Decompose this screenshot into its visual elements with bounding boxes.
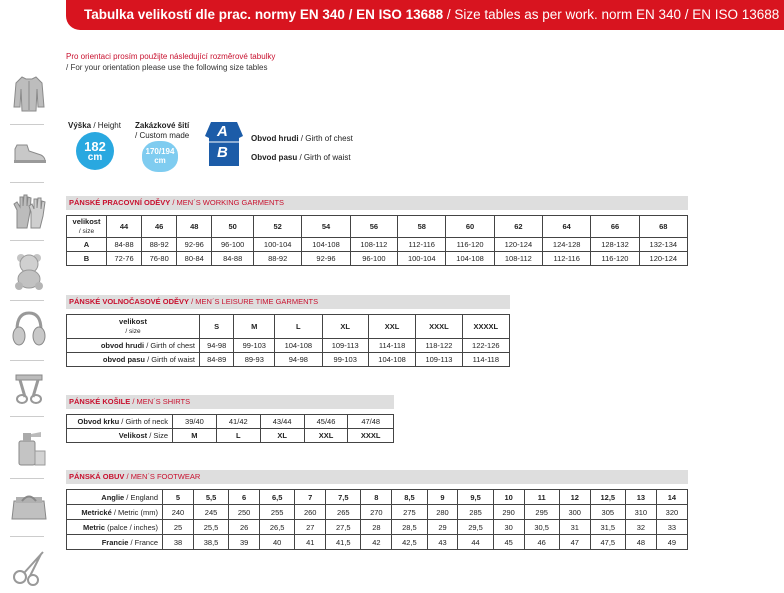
table-cell: 41,5 (326, 535, 361, 550)
neck-size-cell: 43/44 (260, 415, 304, 429)
table-cell: 109-113 (416, 353, 462, 367)
row-label (67, 353, 200, 367)
table-cell: 104-108 (302, 238, 350, 252)
table-cell: 12,5 (590, 490, 625, 505)
table-cell: 84-89 (200, 353, 234, 367)
table-cell: 89-93 (234, 353, 275, 367)
table-cell: 31 (559, 520, 590, 535)
table-row (67, 535, 688, 550)
shirt-size-cell: L (216, 429, 260, 443)
table-cell: 265 (326, 505, 361, 520)
table-cell: 31,5 (590, 520, 625, 535)
shirt-size-cell: XXL (304, 429, 348, 443)
table-cell: 118-122 (416, 339, 462, 353)
table-cell: 260 (295, 505, 326, 520)
cleaning-spray-icon (10, 426, 48, 468)
table-cell: 27,5 (326, 520, 361, 535)
custom-unit: cm (154, 156, 166, 165)
table-cell: 104-108 (368, 353, 415, 367)
shirt-size-cell: XL (260, 429, 304, 443)
table-cell: 84-88 (212, 252, 254, 266)
table-row (67, 415, 394, 429)
size-header: L (275, 315, 322, 339)
table-cell: 43 (427, 535, 458, 550)
table-cell: 240 (163, 505, 194, 520)
leisure-size-table (66, 314, 510, 367)
row-label-cz: obvod pasu (102, 355, 145, 364)
row-label: B (67, 252, 107, 266)
table-cell: 88-92 (142, 238, 177, 252)
waist-legend-en: / Girth of waist (297, 153, 351, 162)
table-cell: 120-124 (494, 238, 542, 252)
divider (10, 240, 44, 241)
leisure-section-title (66, 295, 510, 309)
intro-cz: Pro orientaci prosím použijte následující rozměrové tabulky (66, 52, 276, 61)
table-cell: 28 (361, 520, 392, 535)
table-cell: 38 (163, 535, 194, 550)
row-label (67, 339, 200, 353)
size-header: 48 (177, 216, 212, 238)
chest-legend-cz: Obvod hrudi (251, 134, 299, 143)
table-cell: 104-108 (446, 252, 494, 266)
table-cell: 128-132 (591, 238, 639, 252)
working-title-cz: PÁNSKÉ PRACOVNÍ ODĚVY (69, 198, 171, 207)
table-cell: 39 (229, 535, 260, 550)
divider (10, 300, 44, 301)
size-header: XXXL (416, 315, 462, 339)
table-cell: 8 (361, 490, 392, 505)
custom-label-cz: Zakázkové šití (135, 121, 190, 130)
size-header-sub: / size (78, 228, 95, 235)
table-cell: 84-88 (107, 238, 142, 252)
row-label-cz: Metrické (81, 507, 112, 517)
table-cell: 38,5 (193, 535, 228, 550)
size-header: 52 (254, 216, 302, 238)
custom-badge (142, 141, 178, 172)
table-cell: 47 (559, 535, 590, 550)
table-cell: 255 (260, 505, 295, 520)
chest-legend-en: / Girth of chest (298, 134, 353, 143)
footwear-title-en: / MEN´S FOOTWEAR (124, 472, 201, 481)
size-header: 60 (446, 216, 494, 238)
size-header-label: velikost (72, 217, 101, 226)
table-cell: 305 (590, 505, 625, 520)
table-cell: 7 (295, 490, 326, 505)
size-header: XXXXL (462, 315, 509, 339)
table-cell: 13 (625, 490, 656, 505)
size-header: 54 (302, 216, 350, 238)
table-cell: 108-112 (494, 252, 542, 266)
table-row (67, 520, 688, 535)
height-label-en: / Height (91, 121, 121, 130)
table-cell: 320 (656, 505, 687, 520)
row-label (67, 535, 163, 550)
table-cell: 116-120 (591, 252, 639, 266)
table-cell: 96-100 (212, 238, 254, 252)
intro-text (66, 51, 275, 73)
table-cell: 114-118 (368, 339, 415, 353)
shirts-title-en: / MEN´S SHIRTS (130, 397, 191, 406)
neck-label-cz: Obvod krku (77, 417, 120, 426)
row-label (67, 490, 163, 505)
girth-a-label: A (217, 123, 228, 140)
table-cell: 49 (656, 535, 687, 550)
row-label-en: / Girth of waist (144, 355, 195, 364)
table-cell: 30,5 (524, 520, 559, 535)
table-cell: 26 (229, 520, 260, 535)
scissors-icon (10, 546, 48, 588)
table-cell: 25 (163, 520, 194, 535)
table-cell: 92-96 (177, 238, 212, 252)
size-header: 44 (107, 216, 142, 238)
size-header-label: velikost (119, 317, 147, 326)
table-cell: 30 (493, 520, 524, 535)
table-cell: 120-124 (639, 252, 687, 266)
table-cell: 290 (493, 505, 524, 520)
row-label (67, 505, 163, 520)
shirt-size-cell: XXXL (348, 429, 394, 443)
body-measure-figure (203, 120, 245, 168)
shirt-size-cell: M (173, 429, 217, 443)
row-label-en: / England (124, 492, 158, 502)
divider (10, 478, 44, 479)
divider (10, 416, 44, 417)
bag-icon (10, 486, 48, 528)
table-cell: 26,5 (260, 520, 295, 535)
row-label (67, 520, 163, 535)
table-cell: 99-103 (234, 339, 275, 353)
table-cell: 72-76 (107, 252, 142, 266)
table-cell: 88-92 (254, 252, 302, 266)
size-header: 50 (212, 216, 254, 238)
table-cell: 122-126 (462, 339, 509, 353)
size-header: 58 (398, 216, 446, 238)
leisure-title-en: / MEN´S LEISURE TIME GARMENTS (189, 297, 319, 306)
table-cell: 285 (458, 505, 493, 520)
table-cell: 300 (559, 505, 590, 520)
table-cell: 12 (559, 490, 590, 505)
table-cell: 112-116 (398, 238, 446, 252)
ear-muffs-icon (10, 308, 48, 350)
table-cell: 112-116 (543, 252, 591, 266)
custom-label (135, 121, 189, 141)
chest-legend (251, 134, 353, 144)
neck-size-cell: 39/40 (173, 415, 217, 429)
waist-legend (251, 153, 351, 163)
table-cell: 76-80 (142, 252, 177, 266)
table-cell: 42 (361, 535, 392, 550)
table-cell: 124-128 (543, 238, 591, 252)
table-cell: 14 (656, 490, 687, 505)
size-header: M (234, 315, 275, 339)
divider (10, 182, 44, 183)
size-header: 46 (142, 216, 177, 238)
table-cell: 7,5 (326, 490, 361, 505)
table-cell: 40 (260, 535, 295, 550)
height-label-cz: Výška (68, 121, 92, 130)
gloves-icon (10, 190, 48, 232)
shirt-size-row-label (67, 429, 173, 443)
size-header: S (200, 315, 234, 339)
row-label-en: (palce / inches) (105, 522, 158, 532)
girth-b-label: B (217, 144, 228, 161)
table-cell: 29,5 (458, 520, 493, 535)
row-label-en: / France (128, 537, 158, 547)
header-title-bold: Tabulka velikostí dle prac. normy EN 340 / EN ISO 13688 (84, 7, 444, 22)
table-row (67, 339, 510, 353)
table-cell: 46 (524, 535, 559, 550)
table-cell: 29 (427, 520, 458, 535)
shirts-size-table (66, 414, 394, 443)
row-label-cz: Metric (82, 522, 106, 532)
table-cell: 5,5 (193, 490, 228, 505)
table-cell: 132-134 (639, 238, 687, 252)
footwear-section-title (66, 470, 688, 484)
custom-value: 170/194 (145, 147, 175, 156)
height-unit: cm (87, 151, 103, 163)
working-title-en: / MEN´S WORKING GARMENTS (170, 198, 285, 207)
table-cell: 42,5 (392, 535, 427, 550)
waist-legend-cz: Obvod pasu (251, 153, 298, 162)
working-size-table (66, 215, 688, 266)
table-cell: 270 (361, 505, 392, 520)
table-cell: 295 (524, 505, 559, 520)
table-row (67, 216, 688, 238)
table-cell: 108-112 (350, 238, 397, 252)
shoe-icon (10, 132, 48, 174)
footwear-title-cz: PÁNSKÁ OBUV (69, 472, 125, 481)
working-section-title (66, 196, 688, 210)
row-label-cz: obvod hrudi (100, 341, 145, 350)
row-label-en: / Girth of chest (144, 341, 195, 350)
row-label-en: / Metric (mm) (111, 507, 158, 517)
size-header: 64 (543, 216, 591, 238)
table-row (67, 490, 688, 505)
custom-label-en: / Custom made (135, 131, 190, 140)
table-cell: 275 (392, 505, 427, 520)
harness-icon (10, 366, 48, 408)
table-cell: 9,5 (458, 490, 493, 505)
table-row (67, 252, 688, 266)
footwear-size-table (66, 489, 688, 550)
table-cell: 27 (295, 520, 326, 535)
table-cell: 94-98 (275, 353, 322, 367)
table-cell: 10 (493, 490, 524, 505)
size-header: XXL (368, 315, 415, 339)
table-cell: 99-103 (322, 353, 368, 367)
table-cell: 48 (625, 535, 656, 550)
size-header: 66 (591, 216, 639, 238)
row-label: A (67, 238, 107, 252)
table-cell: 25,5 (193, 520, 228, 535)
size-header: 68 (639, 216, 687, 238)
table-row (67, 429, 394, 443)
header-title-rest: / Size tables as per work. norm EN 340 / EN ISO 13688 (443, 7, 780, 22)
size-header: XL (322, 315, 368, 339)
size-header: 56 (350, 216, 397, 238)
teddy-bear-icon (10, 250, 48, 292)
neck-size-cell: 41/42 (216, 415, 260, 429)
table-row (67, 238, 688, 252)
neck-size-cell: 45/46 (304, 415, 348, 429)
height-value: 182 (84, 138, 106, 154)
table-row (67, 505, 688, 520)
height-label (68, 121, 121, 131)
size-header-cell (67, 216, 107, 238)
table-cell: 94-98 (200, 339, 234, 353)
table-cell: 114-118 (462, 353, 509, 367)
row-label-cz: Francie (101, 537, 129, 547)
table-cell: 245 (193, 505, 228, 520)
table-cell: 5 (163, 490, 194, 505)
table-cell: 104-108 (275, 339, 322, 353)
table-cell: 8,5 (392, 490, 427, 505)
table-cell: 45 (493, 535, 524, 550)
row-label-cz: Anglie (101, 492, 125, 502)
table-cell: 6,5 (260, 490, 295, 505)
height-badge (76, 132, 114, 170)
table-cell: 6 (229, 490, 260, 505)
table-cell: 310 (625, 505, 656, 520)
table-cell: 100-104 (254, 238, 302, 252)
size-header: 62 (494, 216, 542, 238)
table-cell: 11 (524, 490, 559, 505)
size-header-sub: / size (125, 328, 141, 335)
shirt-size-label-en: / Size (147, 431, 168, 440)
table-cell: 100-104 (398, 252, 446, 266)
neck-row-label (67, 415, 173, 429)
table-cell: 80-84 (177, 252, 212, 266)
jacket-icon (10, 72, 48, 114)
sidebar (0, 0, 60, 593)
table-cell: 109-113 (322, 339, 368, 353)
table-cell: 92-96 (302, 252, 350, 266)
table-cell: 116-120 (446, 238, 494, 252)
table-row (67, 315, 510, 339)
table-cell: 44 (458, 535, 493, 550)
table-cell: 33 (656, 520, 687, 535)
shirts-title-cz: PÁNSKÉ KOŠILE (69, 397, 131, 406)
table-cell: 32 (625, 520, 656, 535)
leisure-title-cz: PÁNSKÉ VOLNOČASOVÉ ODĚVY (69, 297, 190, 306)
shirts-section-title (66, 395, 394, 409)
divider (10, 536, 44, 537)
divider (10, 124, 44, 125)
table-cell: 280 (427, 505, 458, 520)
divider (10, 360, 44, 361)
table-cell: 96-100 (350, 252, 397, 266)
table-row (67, 353, 510, 367)
intro-en: / For your orientation please use the following size tables (66, 63, 268, 72)
table-cell: 28,5 (392, 520, 427, 535)
table-cell: 47,5 (590, 535, 625, 550)
neck-size-cell: 47/48 (348, 415, 394, 429)
table-cell: 41 (295, 535, 326, 550)
table-cell: 250 (229, 505, 260, 520)
shirt-size-label-cz: Velikost (118, 431, 148, 440)
neck-label-en: / Girth of neck (119, 417, 168, 426)
size-header-cell (67, 315, 200, 339)
page-header (66, 0, 784, 30)
table-cell: 9 (427, 490, 458, 505)
